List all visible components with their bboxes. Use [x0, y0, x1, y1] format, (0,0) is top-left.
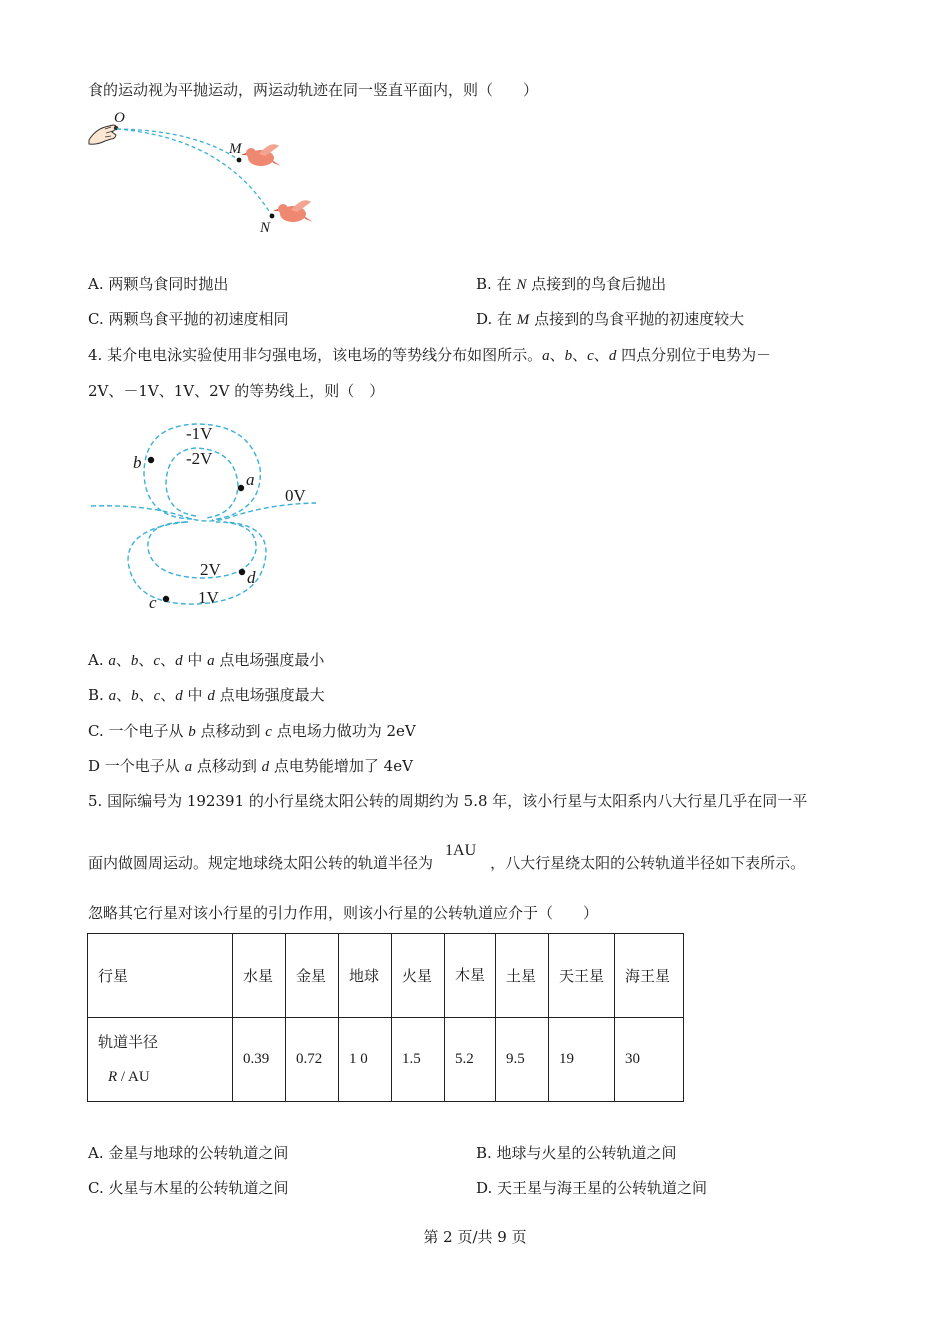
q5-option-b: B. 地球与火星的公转轨道之间: [476, 1144, 677, 1162]
label-1v: 1V: [198, 588, 219, 607]
q5-option-c: C. 火星与木星的公转轨道之间: [88, 1179, 289, 1197]
table-header-label: 行星: [88, 934, 233, 1018]
table-cell: 1.5: [392, 1018, 445, 1102]
table-row: [88, 934, 684, 1018]
label-0v: 0V: [285, 486, 306, 505]
table-cell: 0.39: [233, 1018, 286, 1102]
q5-option-d: D. 天王星与海王星的公转轨道之间: [476, 1179, 708, 1197]
point-c-label: c: [149, 593, 157, 612]
q4-stem-line2: 2V、－1V、1V、2V 的等势线上，则（ ）: [88, 382, 385, 400]
q3-option-a: A. 两颗鸟食同时抛出: [88, 275, 229, 293]
table-cell: 木星: [445, 934, 496, 1018]
point-m-label: M: [229, 141, 242, 157]
table-cell: 0.72: [286, 1018, 339, 1102]
hand-icon: [89, 125, 118, 144]
bird-feeding-figure: [85, 108, 325, 243]
point-a-label: a: [246, 470, 255, 489]
point-d-label: d: [247, 568, 256, 587]
table-row-label: 轨道半径 R / AU: [88, 1018, 233, 1102]
q5-option-a: A. 金星与地球的公转轨道之间: [88, 1144, 289, 1162]
table-cell: 水星: [233, 934, 286, 1018]
q5-stem-line3: 忽略其它行星对该小行星的引力作用，则该小行星的公转轨道应介于（ ）: [88, 904, 599, 922]
table-cell: 火星: [392, 934, 445, 1018]
q5-stem-line2: 面内做圆周运动。规定地球绕太阳公转的轨道半径为1AU，八大行星绕太阳的公转轨道半径如下表所示。: [88, 842, 806, 872]
table-row: [88, 1018, 684, 1102]
table-cell: 5.2: [445, 1018, 496, 1102]
q4-option-d: D 一个电子从 a 点移动到 d 点电势能增加了 4eV: [88, 757, 413, 775]
point-o-label: O: [114, 110, 125, 126]
label-2v: 2V: [200, 560, 221, 579]
q4-option-c: C. 一个电子从 b 点移动到 c 点电场力做功为 2eV: [88, 722, 416, 740]
table-cell: 土星: [496, 934, 549, 1018]
q5-stem-line1: 5. 国际编号为 192391 的小行星绕太阳公转的周期约为 5.8 年，该小行星与太阳系内八大行星几乎在同一平: [88, 792, 808, 810]
q3-option-d: D. 在 M 点接到的鸟食平抛的初速度较大: [476, 310, 745, 328]
trajectory-m: [117, 129, 239, 160]
trajectory-n: [117, 129, 272, 216]
table-cell: 9.5: [496, 1018, 549, 1102]
planet-orbit-table: [87, 933, 684, 1102]
table-cell: 金星: [286, 934, 339, 1018]
table-cell: 海王星: [615, 934, 684, 1018]
table-cell: 1 0: [339, 1018, 392, 1102]
table-cell: 30: [615, 1018, 684, 1102]
point-n-label: N: [260, 220, 271, 236]
q4-stem-line1: 4. 某介电电泳实验使用非匀强电场，该电场的等势线分布如图所示。a、b、c、d 四点分别位于电势为－: [88, 346, 772, 364]
table-cell: 天王星: [549, 934, 615, 1018]
point-b-label: b: [133, 453, 142, 472]
label-minus-2v: -2V: [186, 449, 213, 468]
equipotential-figure: [88, 412, 328, 617]
q3-stem-tail: 食的运动视为平抛运动，两运动轨迹在同一竖直平面内，则（ ）: [88, 81, 539, 99]
q4-option-a: A. a、b、c、d 中 a 点电场强度最小: [88, 651, 325, 669]
bird-icon: [241, 144, 281, 166]
label-minus-1v: -1V: [186, 424, 213, 443]
q4-option-b: B. a、b、c、d 中 d 点电场强度最大: [88, 686, 325, 704]
q3-option-b: B. 在 N 点接到的鸟食后抛出: [476, 275, 667, 293]
table-cell: 地球: [339, 934, 392, 1018]
q3-option-c: C. 两颗鸟食平抛的初速度相同: [88, 310, 289, 328]
table-cell: 19: [549, 1018, 615, 1102]
au-unit: 1AU: [445, 842, 477, 859]
bird-icon: [273, 200, 313, 222]
page-footer: 第 2 页/共 9 页: [423, 1228, 527, 1246]
